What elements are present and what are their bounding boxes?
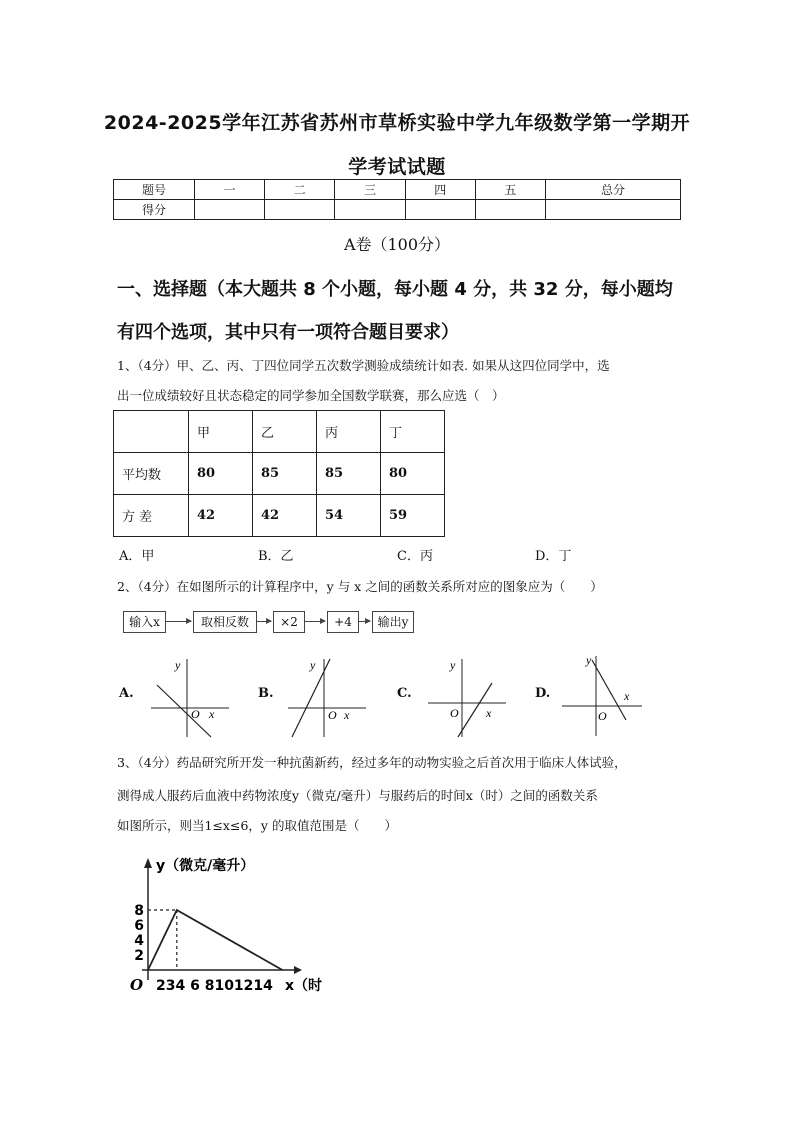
score-table: [113, 179, 681, 220]
q1-option-b[interactable]: B．乙: [258, 549, 294, 564]
flow-box-times2: ×2: [273, 611, 305, 633]
table-cell: 乙: [253, 411, 317, 453]
flow-arrow: [359, 621, 370, 622]
paper-title-line2: 学考试试题: [348, 156, 446, 178]
y-axis-label: y: [175, 658, 181, 672]
table-cell: 丁: [381, 411, 445, 453]
q1-option-d[interactable]: D．丁: [535, 549, 572, 564]
flow-box-plus4: +4: [327, 611, 359, 633]
flow-box-input: 输入x: [123, 611, 166, 633]
origin-label: O: [130, 976, 144, 994]
origin-label: O: [328, 708, 337, 722]
score-header-cell: 总分: [546, 180, 681, 200]
y-tick-group: [134, 903, 144, 964]
x-axis-label: x: [486, 706, 492, 720]
y-axis-label: y: [450, 658, 456, 672]
x-axis-arrow: [294, 966, 302, 974]
q2-choice-d-graph[interactable]: [558, 650, 648, 740]
flow-arrow: [166, 621, 191, 622]
q2-text-line1: 2、（4分）在如图所示的计算程序中，y 与 x 之间的函数关系所对应的图象应为（ ）: [117, 579, 603, 594]
q3-text-line2: 测得成人服药后血液中药物浓度y（微克/毫升）与服药后的时间x（时）之间的函数关系: [117, 788, 598, 803]
q1-text-line1: 1、（4分）甲、乙、丙、丁四位同学五次数学测验成绩统计如表. 如果从这四位同学中，选: [117, 358, 610, 373]
score-cell[interactable]: [546, 200, 681, 220]
q1-text-line2: 出一位成绩较好且状态稳定的同学参加全国数学联赛，那么应选（ ）: [117, 388, 505, 403]
section1-heading-line1: 一、选择题（本大题共 8 个小题，每小题 4 分，共 32 分，每小题均: [117, 279, 673, 300]
score-header-cell: 二: [265, 180, 335, 200]
table-cell: 42: [253, 495, 317, 537]
score-table-score-row: [114, 200, 681, 220]
score-header-cell: 一: [195, 180, 265, 200]
table-cell: 54: [317, 495, 381, 537]
x-axis-label: x: [209, 707, 215, 721]
x-axis-label: x: [344, 708, 350, 722]
score-table-header-row: [114, 180, 681, 200]
table-cell: 59: [381, 495, 445, 537]
flow-arrow: [257, 621, 271, 622]
score-header-cell: 四: [405, 180, 475, 200]
x-tick-labels: 234 6 8101214: [156, 978, 273, 994]
paper-title-line1: 2024-2025学年江苏省苏州市草桥实验中学九年级数学第一学期开: [103, 112, 691, 134]
table-cell: [114, 411, 189, 453]
q3-text-line1: 3、（4分）药品研究所开发一种抗菌新药，经过多年的动物实验之后首次用于临床人体试验，: [117, 755, 627, 770]
y-tick-label: 2: [134, 948, 144, 964]
table-cell: 85: [317, 453, 381, 495]
x-axis-label: x: [624, 689, 630, 703]
flow-box-output: 输出y: [372, 611, 414, 633]
table-cell: 丙: [317, 411, 381, 453]
volume-heading: A卷（100分）: [343, 235, 451, 254]
table-cell: 42: [189, 495, 253, 537]
table-cell: 80: [189, 453, 253, 495]
score-cell[interactable]: [195, 200, 265, 220]
y-axis-label: y（微克/毫升）: [156, 858, 255, 874]
q2-choice-a-graph[interactable]: [145, 655, 235, 740]
table-row: [114, 411, 445, 453]
table-cell: 方 差: [114, 495, 189, 537]
q1-option-a[interactable]: A．甲: [119, 549, 155, 564]
score-header-cell: 三: [335, 180, 405, 200]
y-tick-label: 8: [134, 903, 144, 919]
table-row: [114, 495, 445, 537]
origin-label: O: [598, 709, 607, 723]
score-header-cell: 五: [475, 180, 545, 200]
flow-box-negate: 取相反数: [193, 611, 257, 633]
q2-choice-b-graph[interactable]: [282, 655, 372, 740]
q1-option-c[interactable]: C．丙: [397, 549, 433, 564]
y-tick-label: 6: [134, 918, 144, 934]
q3-text-line3: 如图所示，则当1≤x≤6，y 的取值范围是（ ）: [117, 818, 397, 833]
table-row: [114, 453, 445, 495]
score-row-label: 得分: [114, 200, 195, 220]
q2-choice-c-label[interactable]: C.: [397, 686, 412, 701]
y-axis-label: y: [310, 658, 316, 672]
table-cell: 80: [381, 453, 445, 495]
score-cell[interactable]: [405, 200, 475, 220]
function-line: [157, 685, 211, 737]
q1-score-table: [113, 410, 445, 537]
q2-choice-c-graph[interactable]: [422, 655, 512, 740]
flow-arrow: [305, 621, 325, 622]
score-cell[interactable]: [335, 200, 405, 220]
concentration-line: [148, 910, 282, 970]
q3-concentration-chart: [118, 850, 348, 1000]
table-cell: 甲: [189, 411, 253, 453]
y-tick-label: 4: [134, 933, 144, 949]
score-cell[interactable]: [265, 200, 335, 220]
score-header-cell: 题号: [114, 180, 195, 200]
x-axis-label: x（时: [285, 978, 323, 994]
table-cell: 85: [253, 453, 317, 495]
section1-heading-line2: 有四个选项，其中只有一项符合题目要求）: [117, 322, 459, 343]
origin-label: O: [191, 707, 200, 721]
q2-choice-b-label[interactable]: B.: [258, 686, 274, 701]
table-cell: 平均数: [114, 453, 189, 495]
y-axis-arrow: [144, 858, 152, 868]
origin-label: O: [450, 706, 459, 720]
y-axis-label: y: [586, 653, 592, 667]
score-cell[interactable]: [475, 200, 545, 220]
q2-choice-a-label[interactable]: A.: [119, 686, 134, 701]
q2-choice-d-label[interactable]: D.: [535, 686, 551, 701]
